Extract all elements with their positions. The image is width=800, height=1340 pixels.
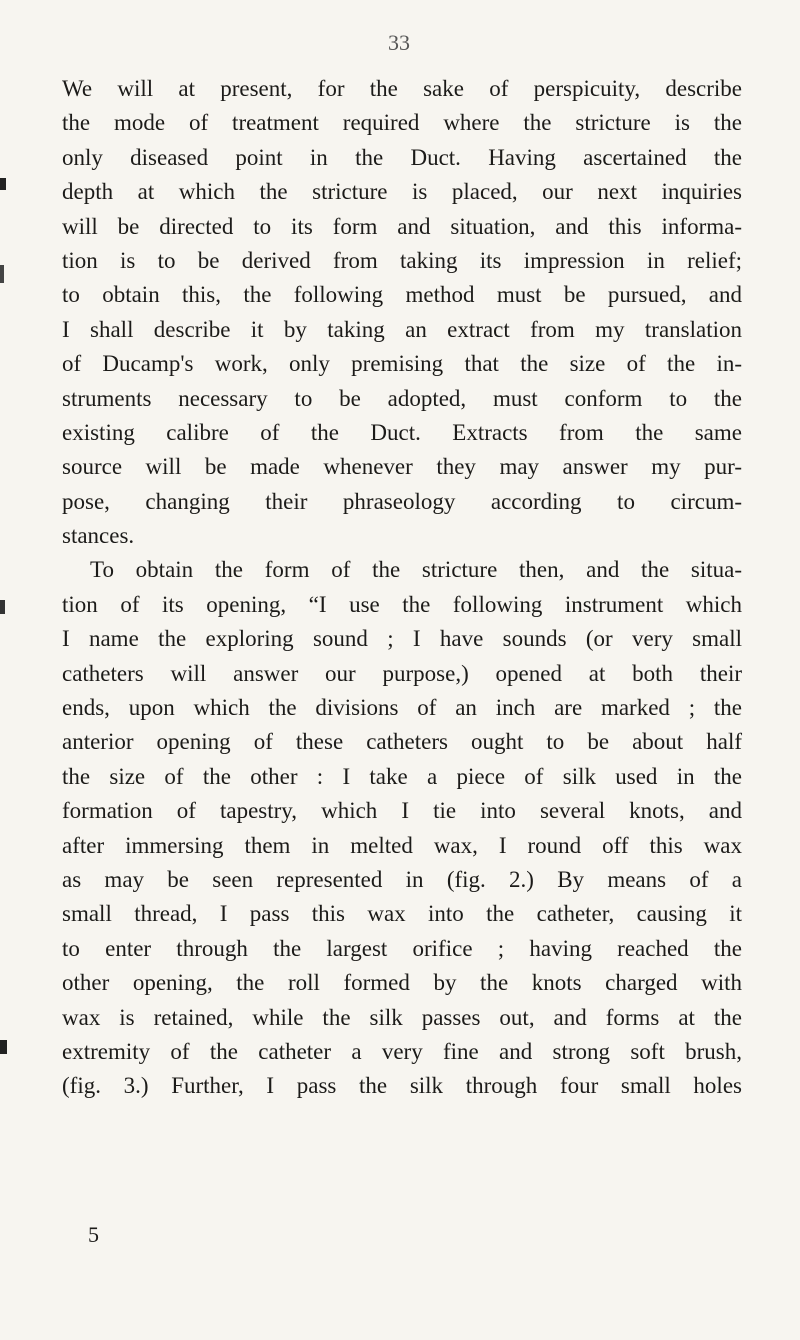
text-line: other opening, the roll formed by the knots charged with — [62, 970, 742, 996]
text-line: (fig. 3.) Further, I pass the silk through four small holes — [62, 1073, 742, 1099]
text-line: pose, changing their phraseology according to circum- — [62, 488, 742, 514]
text-line: I shall describe it by taking an extract from my translation — [62, 316, 742, 342]
text-line: to enter through the largest orifice ; having reached the — [62, 935, 742, 961]
text-line: tion is to be derived from taking its impression in relief; — [62, 247, 742, 273]
text-line: I name the exploring sound ; I have sounds (or very small — [62, 626, 742, 652]
body-text — [62, 72, 742, 1104]
text-line: We will at present, for the sake of perspicuity, describe — [62, 76, 742, 101]
text-line: will be directed to its form and situation, and this informa- — [62, 213, 742, 239]
text-line: source will be made whenever they may answer my pur- — [62, 454, 742, 480]
margin-smudge — [0, 1040, 7, 1054]
text-line: to obtain this, the following method must be pursued, and — [62, 282, 742, 308]
text-line: wax is retained, while the silk passes out, and forms at the — [62, 1004, 742, 1030]
margin-smudge — [0, 265, 4, 283]
text-line: the size of the other : I take a piece of silk used in the — [62, 763, 742, 789]
text-line: as may be seen represented in (fig. 2.) By means of a — [62, 866, 742, 892]
text-line: extremity of the catheter a very fine and strong soft brush, — [62, 1038, 742, 1064]
text-line: small thread, I pass this wax into the catheter, causing it — [62, 901, 742, 927]
margin-smudge — [0, 600, 5, 614]
text-line: after immersing them in melted wax, I round off this wax — [62, 832, 742, 858]
text-line: tion of its opening, “I use the following instrument which — [62, 591, 742, 617]
text-line: depth at which the stricture is placed, our next inquiries — [62, 179, 742, 205]
text-line: stances. — [62, 523, 135, 549]
text-line: To obtain the form of the stricture then, and the situa- — [90, 557, 742, 583]
signature-mark: 5 — [88, 1222, 99, 1247]
text-line: struments necessary to be adopted, must conform to the — [62, 385, 742, 411]
text-line: anterior opening of these catheters ought to be about half — [62, 729, 742, 755]
text-line: of Ducamp's work, only premising that the size of the in- — [62, 351, 742, 377]
text-line: only diseased point in the Duct. Having ascertained the — [62, 144, 742, 170]
text-line: formation of tapestry, which I tie into several knots, and — [62, 798, 742, 824]
text-line: ends, upon which the divisions of an inch are marked ; the — [62, 695, 742, 721]
text-line: existing calibre of the Duct. Extracts from the same — [62, 419, 742, 445]
margin-smudge — [0, 178, 6, 190]
text-line: the mode of treatment required where the stricture is the — [62, 110, 742, 136]
page-number: 33 — [388, 30, 410, 55]
text-line: catheters will answer our purpose,) opened at both their — [62, 660, 742, 686]
